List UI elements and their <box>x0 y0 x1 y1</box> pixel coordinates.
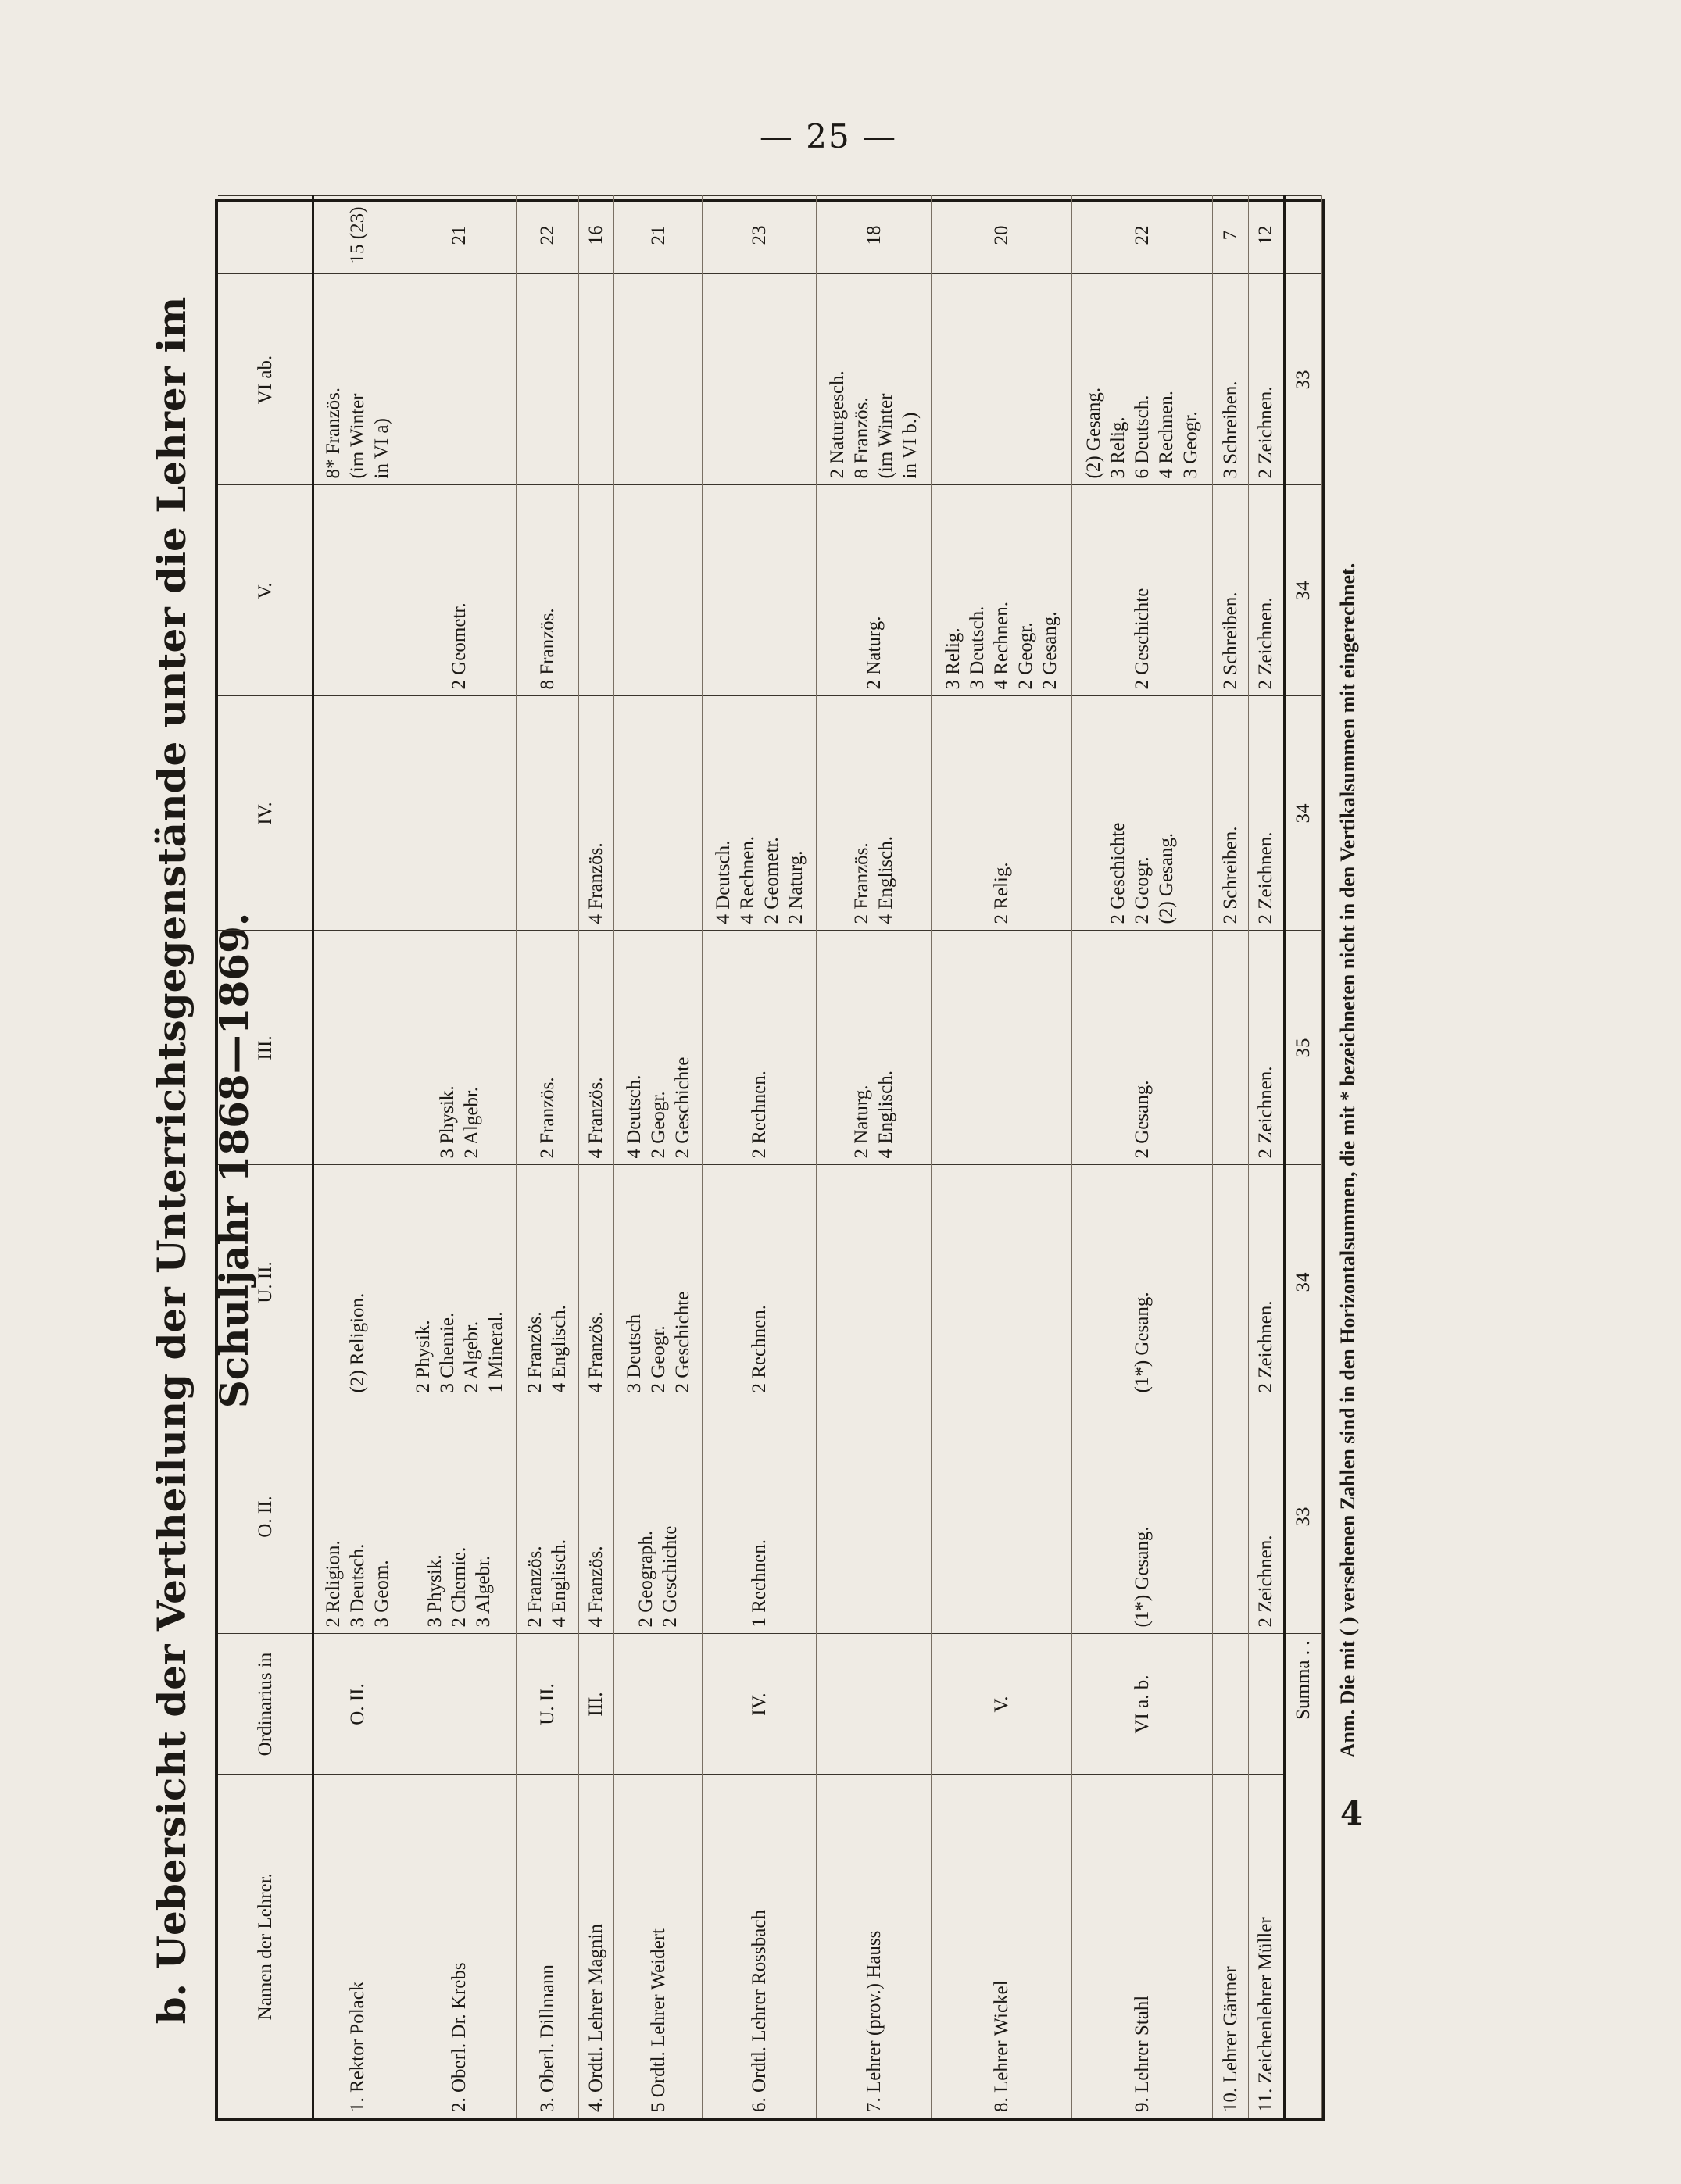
subject-cell <box>1071 485 1212 696</box>
subject-cell <box>817 485 931 696</box>
subject-cell <box>1248 1165 1285 1399</box>
subject-line: 2 Rechnen. <box>749 1305 771 1393</box>
subject-line: 4 Französ. <box>585 1546 607 1628</box>
table-header-row <box>218 196 313 2118</box>
folio-number: 4 <box>1339 1793 1364 1832</box>
table-row <box>1248 196 1285 2118</box>
subject-cell <box>517 696 578 931</box>
subject-cell <box>702 1165 816 1399</box>
subject-cell <box>1071 274 1212 485</box>
subject-line: 4 Deutsch. <box>712 840 734 924</box>
subject-cell <box>313 931 402 1165</box>
subject-cell <box>702 485 816 696</box>
subject-line: 4 Deutsch. <box>623 1074 645 1159</box>
row-total-cell: 21 <box>614 196 703 274</box>
table-row <box>702 196 816 2118</box>
subject-cell <box>313 274 402 485</box>
ordinarius-cell: IV. <box>702 1634 816 1775</box>
subject-line: (1*) Gesang. <box>1131 1526 1153 1628</box>
subject-cell <box>578 485 614 696</box>
subject-line: 2 Chemie. <box>449 1546 470 1628</box>
subject-line: 2 Gesang. <box>1131 1080 1153 1159</box>
subject-line: 4 Rechnen. <box>990 602 1012 690</box>
subject-cell <box>402 931 516 1165</box>
table-row <box>578 196 614 2118</box>
row-total-cell: 18 <box>817 196 931 274</box>
row-total-cell: 23 <box>702 196 816 274</box>
row-total-cell: 22 <box>1071 196 1212 274</box>
header-class-5: V. <box>218 485 313 696</box>
table-row <box>402 196 516 2118</box>
subject-line: 2 Algebr. <box>460 1086 482 1159</box>
subject-line: 2 Zeichnen. <box>1255 597 1277 690</box>
subject-line: 2 Relig. <box>990 862 1012 924</box>
header-teacher-names: Namen der Lehrer. <box>218 1775 313 2118</box>
subject-line: in VI b.) <box>900 412 921 479</box>
subject-line: 2 Geschichte <box>671 1291 693 1393</box>
subject-cell <box>517 1399 578 1634</box>
subject-cell <box>313 485 402 696</box>
table-row <box>1071 196 1212 2118</box>
subject-cell <box>1213 274 1249 485</box>
subject-line: 2 Algebr. <box>460 1321 482 1393</box>
header-class-u2: U. II. <box>218 1165 313 1399</box>
header-class-3: III. <box>218 931 313 1165</box>
summa-label: Summa . . <box>1285 1634 1322 2118</box>
subject-line: 8 Französ. <box>536 608 558 690</box>
teacher-name-cell: 10. Lehrer Gärtner <box>1213 1775 1249 2118</box>
subject-line: 2 Geometr. <box>449 602 470 690</box>
subject-cell <box>702 274 816 485</box>
subject-line: 4 Französ. <box>585 1311 607 1393</box>
subject-cell <box>702 931 816 1165</box>
subject-line: (im Winter <box>347 393 369 479</box>
row-total-cell: 7 <box>1213 196 1249 274</box>
subject-cell <box>313 696 402 931</box>
subject-line: 2 Geogr. <box>647 1325 669 1393</box>
subject-line: 2 Zeichnen. <box>1255 1066 1277 1159</box>
subject-cell <box>817 1399 931 1634</box>
subject-line: 3 Relig. <box>1107 416 1128 479</box>
subject-line: 2 Zeichnen. <box>1255 386 1277 479</box>
subject-cell <box>1213 931 1249 1165</box>
subject-line: 3 Deutsch. <box>966 606 988 690</box>
subject-cell <box>817 274 931 485</box>
subject-cell <box>931 485 1071 696</box>
subject-line: 2 Französ. <box>851 842 873 924</box>
row-total-cell: 15 (23) <box>313 196 402 274</box>
subject-cell <box>614 274 703 485</box>
subject-cell <box>402 274 516 485</box>
subject-cell <box>702 1399 816 1634</box>
summa-empty <box>1285 196 1322 274</box>
subject-line: 3 Chemie. <box>436 1312 458 1393</box>
summa-value: 35 <box>1285 931 1322 1165</box>
subject-cell <box>1071 1165 1212 1399</box>
subject-line: (im Winter <box>875 393 897 479</box>
subject-cell <box>931 1399 1071 1634</box>
subject-line: 2 Geograph. <box>635 1530 657 1628</box>
subject-cell <box>1071 931 1212 1165</box>
subject-line: 8* Französ. <box>323 387 345 479</box>
subject-line: 2 Geogr. <box>1131 856 1153 924</box>
table-row <box>1213 196 1249 2118</box>
row-total-cell: 12 <box>1248 196 1285 274</box>
subject-cell <box>1213 696 1249 931</box>
ordinarius-cell <box>402 1634 516 1775</box>
footnote: Anm. Die mit ( ) versehenen Zahlen sind in den Horizontalsummen, die mit * bezeichneten nicht in den Vertikalsummen mit eingerechnet. <box>1336 563 1359 1758</box>
table-row <box>817 196 931 2118</box>
summa-value: 33 <box>1285 1399 1322 1634</box>
ordinarius-cell: U. II. <box>517 1634 578 1775</box>
subject-cell <box>614 931 703 1165</box>
subject-cell <box>1248 931 1285 1165</box>
teacher-name-cell: 9. Lehrer Stahl <box>1071 1775 1212 2118</box>
subject-cell <box>817 931 931 1165</box>
subject-line: 3 Physik. <box>436 1085 458 1159</box>
subject-cell <box>931 696 1071 931</box>
subject-line: 4 Englisch. <box>549 1539 570 1628</box>
subject-cell <box>931 931 1071 1165</box>
subject-line: 8 Französ. <box>851 397 873 479</box>
subject-cell <box>817 1165 931 1399</box>
subject-line: 3 Algebr. <box>473 1555 495 1628</box>
subject-line: (1*) Gesang. <box>1131 1292 1153 1393</box>
subject-line: 2 Naturgesch. <box>827 370 849 479</box>
teacher-distribution-table <box>218 196 1322 2119</box>
subject-cell <box>517 1165 578 1399</box>
subject-cell <box>517 485 578 696</box>
ordinarius-cell: O. II. <box>313 1634 402 1775</box>
ordinarius-cell: V. <box>931 1634 1071 1775</box>
subject-line: in VI a) <box>371 418 393 479</box>
subject-line: 4 Französ. <box>585 1077 607 1159</box>
subject-cell <box>1213 485 1249 696</box>
subject-line: 2 Naturg. <box>785 850 807 924</box>
subject-line: 4 Englisch. <box>875 836 897 924</box>
ordinarius-cell: VI a. b. <box>1071 1634 1212 1775</box>
subject-cell <box>702 696 816 931</box>
subject-cell <box>1213 1399 1249 1634</box>
subject-line: 1 Rechnen. <box>749 1539 771 1628</box>
teacher-name-cell: 7. Lehrer (prov.) Hauss <box>817 1775 931 2118</box>
subject-line: 3 Schreiben. <box>1219 381 1241 479</box>
subject-line: 4 Rechnen. <box>736 836 758 924</box>
teacher-distribution-table-frame <box>215 199 1325 2121</box>
subject-line: 2 Physik. <box>412 1320 434 1393</box>
header-class-6: VI ab. <box>218 274 313 485</box>
subject-line: 2 Gesang. <box>1039 611 1060 690</box>
summa-value: 34 <box>1285 485 1322 696</box>
header-class-4: IV. <box>218 696 313 931</box>
subject-cell <box>578 1165 614 1399</box>
subject-line: 2 Zeichnen. <box>1255 1300 1277 1393</box>
subject-line: 6 Deutsch. <box>1131 395 1153 479</box>
summa-row <box>1285 196 1322 2118</box>
subject-line: 2 Geschichte <box>1131 588 1153 690</box>
subject-line: 3 Relig. <box>942 627 964 690</box>
subject-line: 4 Rechnen. <box>1155 391 1177 479</box>
subject-line: (2) Gesang. <box>1155 832 1177 924</box>
subject-line: 3 Physik. <box>424 1554 446 1628</box>
header-ordinarius: Ordinarius in <box>218 1634 313 1775</box>
subject-cell <box>614 1399 703 1634</box>
rotated-page-content <box>141 199 1469 2121</box>
summa-value: 34 <box>1285 696 1322 931</box>
subject-line: 2 Geschichte <box>671 1056 693 1159</box>
subject-line: 2 Schreiben. <box>1219 826 1241 924</box>
ordinarius-cell <box>614 1634 703 1775</box>
subject-cell <box>517 274 578 485</box>
subject-line: 2 Geometr. <box>760 837 782 924</box>
teacher-name-cell: 6. Ordtl. Lehrer Rossbach <box>702 1775 816 2118</box>
teacher-name-cell: 3. Oberl. Dillmann <box>517 1775 578 2118</box>
subject-line: 4 Englisch. <box>549 1305 570 1393</box>
subject-line: 3 Geom. <box>371 1560 393 1628</box>
table-row <box>614 196 703 2118</box>
row-total-cell: 22 <box>517 196 578 274</box>
table-row <box>313 196 402 2118</box>
subject-cell <box>313 1399 402 1634</box>
subject-cell <box>402 1165 516 1399</box>
subject-line: 2 Religion. <box>323 1540 345 1628</box>
subject-cell <box>1248 696 1285 931</box>
ordinarius-cell <box>1248 1634 1285 1775</box>
header-class-o2: O. II. <box>218 1399 313 1634</box>
subject-line: (2) Gesang. <box>1082 387 1104 479</box>
subject-cell <box>1213 1165 1249 1399</box>
table-row <box>931 196 1071 2118</box>
summa-value: 33 <box>1285 274 1322 485</box>
subject-cell <box>614 696 703 931</box>
subject-cell <box>578 931 614 1165</box>
subject-cell <box>931 274 1071 485</box>
summa-value: 34 <box>1285 1165 1322 1399</box>
subject-line: 2 Französ. <box>524 1311 546 1393</box>
subject-cell <box>931 1165 1071 1399</box>
subject-line: 3 Geogr. <box>1179 411 1201 479</box>
row-total-cell: 21 <box>402 196 516 274</box>
subject-cell <box>1248 485 1285 696</box>
ordinarius-cell <box>1213 1634 1249 1775</box>
teacher-name-cell: 4. Ordtl. Lehrer Magnin <box>578 1775 614 2118</box>
subject-cell <box>402 485 516 696</box>
subject-line: 2 Französ. <box>524 1546 546 1628</box>
subject-cell <box>578 696 614 931</box>
subject-cell <box>517 931 578 1165</box>
subject-line: 2 Naturg. <box>863 616 885 690</box>
subject-cell <box>614 485 703 696</box>
subject-line: 4 Französ. <box>585 842 607 924</box>
table-title: b. Uebersicht der Vertheilung der Unterrichtsgegenstände unter die Lehrer im Schuljahr 1868—1869. <box>148 296 257 2025</box>
subject-cell <box>402 1399 516 1634</box>
subject-line: 2 Zeichnen. <box>1255 831 1277 924</box>
page-number: — 25 — <box>759 117 898 155</box>
subject-line: 2 Naturg. <box>851 1085 873 1159</box>
teacher-name-cell: 2. Oberl. Dr. Krebs <box>402 1775 516 2118</box>
subject-cell <box>1071 696 1212 931</box>
subject-line: 3 Deutsch <box>623 1314 645 1393</box>
subject-line: 2 Geogr. <box>1014 622 1036 690</box>
subject-cell <box>1071 1399 1212 1634</box>
subject-line: 4 Englisch. <box>875 1071 897 1159</box>
subject-cell <box>817 696 931 931</box>
teacher-name-cell: 8. Lehrer Wickel <box>931 1775 1071 2118</box>
teacher-name-cell: 1. Rektor Polack <box>313 1775 402 2118</box>
subject-cell <box>578 1399 614 1634</box>
subject-cell <box>614 1165 703 1399</box>
subject-line: 2 Geschichte <box>660 1525 681 1628</box>
teacher-name-cell: 11. Zeichenlehrer Müller <box>1248 1775 1285 2118</box>
header-total <box>218 196 313 274</box>
subject-line: 2 Französ. <box>536 1077 558 1159</box>
ordinarius-cell <box>817 1634 931 1775</box>
row-total-cell: 16 <box>578 196 614 274</box>
subject-line: 2 Schreiben. <box>1219 592 1241 690</box>
teacher-name-cell: 5 Ordtl. Lehrer Weidert <box>614 1775 703 2118</box>
subject-line: 2 Geschichte <box>1107 822 1128 924</box>
subject-line: 1 Mineral. <box>485 1311 506 1393</box>
subject-cell <box>313 1165 402 1399</box>
subject-cell <box>1248 274 1285 485</box>
ordinarius-cell: III. <box>578 1634 614 1775</box>
subject-line: 2 Rechnen. <box>749 1071 771 1159</box>
subject-line: 3 Deutsch. <box>347 1543 369 1628</box>
subject-cell <box>578 274 614 485</box>
subject-cell <box>1248 1399 1285 1634</box>
row-total-cell: 20 <box>931 196 1071 274</box>
subject-line: 2 Zeichnen. <box>1255 1535 1277 1628</box>
subject-cell <box>402 696 516 931</box>
table-row <box>517 196 578 2118</box>
subject-line: (2) Religion. <box>347 1292 369 1393</box>
subject-line: 2 Geogr. <box>647 1091 669 1159</box>
